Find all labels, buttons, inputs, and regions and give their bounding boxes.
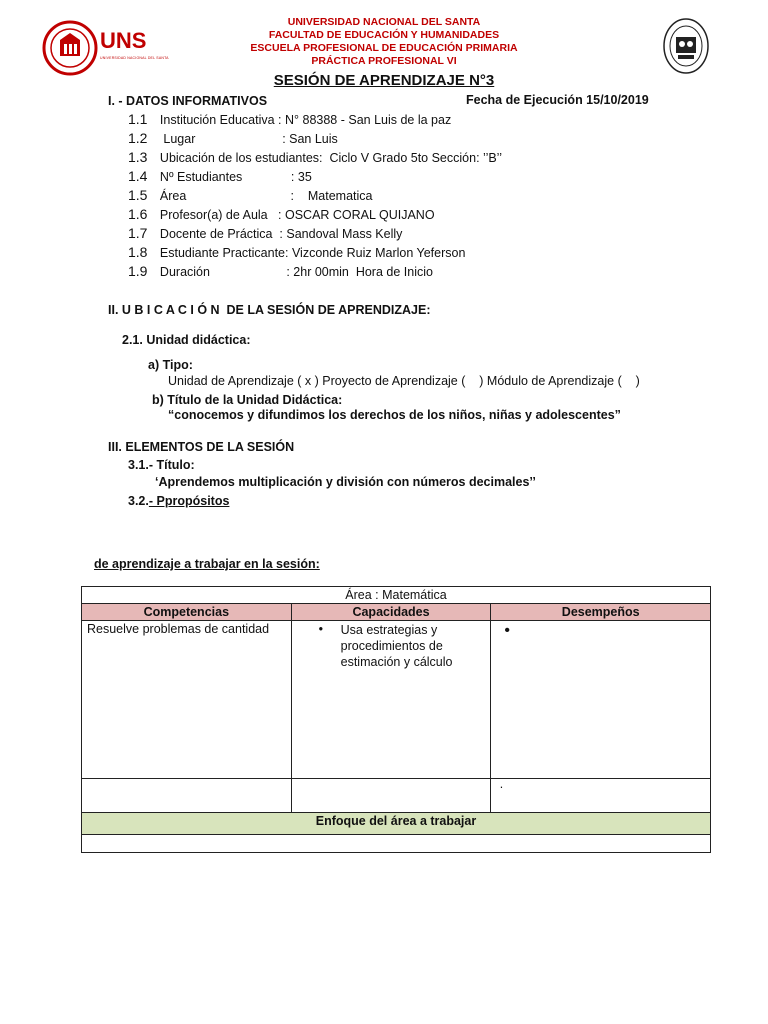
propositos-text: - Ppropósitos bbox=[148, 494, 230, 508]
row2-dot-cell bbox=[491, 779, 711, 813]
section3-heading: III. ELEMENTOS DE LA SESIÓN bbox=[108, 440, 295, 454]
datos-item-text: Institución Educativa : N° 88388 - San Luis de la paz bbox=[159, 113, 452, 127]
sesion-titulo-text: ‘Aprendemos multiplicación y división con números decimales’’ bbox=[155, 475, 536, 489]
datos-item-num: 1.4 bbox=[128, 168, 148, 184]
sesion-titulo-label: 3.1.- Título: bbox=[128, 458, 195, 472]
header-school: ESCUELA PROFESIONAL DE EDUCACIÓN PRIMARIA bbox=[250, 42, 518, 54]
datos-item bbox=[128, 111, 451, 129]
datos-item bbox=[128, 263, 433, 281]
table-row bbox=[82, 621, 711, 779]
datos-item bbox=[128, 225, 402, 243]
bullet-icon: • bbox=[504, 622, 511, 639]
datos-item-text: Profesor(a) de Aula : OSCAR CORAL QUIJANO bbox=[159, 208, 435, 222]
header-university: UNIVERSIDAD NACIONAL DEL SANTA bbox=[287, 16, 481, 28]
unidad-didactica-label: 2.1. Unidad didáctica: bbox=[122, 333, 251, 347]
table-row-enfoque bbox=[82, 813, 711, 835]
table-row bbox=[82, 835, 711, 853]
datos-item-num: 1.1 bbox=[128, 111, 148, 127]
section1-heading: I. - DATOS INFORMATIVOS bbox=[108, 94, 268, 108]
session-table bbox=[81, 586, 711, 853]
empty-cell bbox=[291, 779, 491, 813]
table-row bbox=[82, 779, 711, 813]
datos-item-text: Ubicación de los estudiantes: Ciclo V Grado 5to Sección: ’’B’’ bbox=[159, 151, 503, 165]
datos-item bbox=[128, 244, 465, 262]
header-capacidades: Capacidades bbox=[291, 604, 491, 621]
datos-item-text: Duración : 2hr 00min Hora de Inicio bbox=[159, 265, 433, 279]
section2-heading: II. U B I C A C I Ó N DE LA SESIÓN DE APRENDIZAJE: bbox=[108, 303, 431, 317]
datos-item-text: Área : Matematica bbox=[159, 189, 373, 203]
page-title: SESIÓN DE APRENDIZAJE N°3 bbox=[273, 72, 495, 89]
header-faculty: FACULTAD DE EDUCACIÓN Y HUMANIDADES bbox=[268, 29, 500, 41]
datos-item-num: 1.8 bbox=[128, 244, 148, 260]
datos-item bbox=[128, 206, 435, 224]
uns-logo-text: UNS bbox=[100, 28, 147, 53]
datos-item-text: Nº Estudiantes : 35 bbox=[159, 170, 312, 184]
datos-item bbox=[128, 187, 372, 205]
tipo-options: Unidad de Aprendizaje ( x ) Proyecto de Aprendizaje ( ) Módulo de Aprendizaje ( ) bbox=[168, 374, 640, 388]
titulo-unidad-text: “conocemos y difundimos los derechos de los niños, niñas y adolescentes” bbox=[168, 408, 621, 422]
datos-item bbox=[128, 168, 312, 186]
datos-item-num: 1.7 bbox=[128, 225, 148, 241]
datos-item-text: Lugar : San Luis bbox=[159, 132, 338, 146]
desempeno-cell bbox=[491, 621, 711, 779]
area-cell: Área : Matemática bbox=[82, 587, 711, 604]
uns-logo-subtext: UNIVERSIDAD NACIONAL DEL SANTA bbox=[100, 56, 169, 60]
propositos-label bbox=[128, 494, 229, 508]
enfoque-cell: Enfoque del área a trabajar bbox=[82, 813, 711, 835]
datos-item bbox=[128, 149, 502, 167]
header-practice: PRÁCTICA PROFESIONAL VI bbox=[311, 55, 457, 67]
bullet-icon: • bbox=[318, 622, 324, 636]
fecha-ejecucion: Fecha de Ejecución 15/10/2019 bbox=[466, 93, 649, 107]
tipo-label: a) Tipo: bbox=[148, 358, 193, 372]
datos-item bbox=[128, 130, 338, 148]
datos-item-text: Estudiante Practicante: Vizconde Ruiz Marlon Yeferson bbox=[159, 246, 466, 260]
capacidad-text: Usa estrategias y procedimientos de estimación y cálculo bbox=[340, 623, 453, 669]
empty-cell bbox=[82, 779, 292, 813]
row2-dot: · bbox=[499, 780, 504, 794]
datos-item-num: 1.9 bbox=[128, 263, 148, 279]
competencia-cell: Resuelve problemas de cantidad bbox=[82, 621, 292, 779]
datos-item-num: 1.5 bbox=[128, 187, 148, 203]
header-competencias: Competencias bbox=[82, 604, 292, 621]
datos-item-num: 1.3 bbox=[128, 149, 148, 165]
propositos-continuation: de aprendizaje a trabajar en la sesión: bbox=[94, 557, 320, 571]
datos-item-text: Docente de Práctica : Sandoval Mass Kelly bbox=[159, 227, 403, 241]
empty-cell bbox=[82, 835, 711, 853]
propositos-num: 3.2. bbox=[128, 494, 149, 508]
capacidad-cell bbox=[291, 621, 491, 779]
titulo-unidad-label: b) Título de la Unidad Didáctica: bbox=[152, 393, 343, 407]
table-row-area bbox=[82, 587, 711, 604]
datos-item-num: 1.2 bbox=[128, 130, 148, 146]
datos-item-num: 1.6 bbox=[128, 206, 148, 222]
table-row-headers bbox=[82, 604, 711, 621]
header-desempenos: Desempeños bbox=[491, 604, 711, 621]
